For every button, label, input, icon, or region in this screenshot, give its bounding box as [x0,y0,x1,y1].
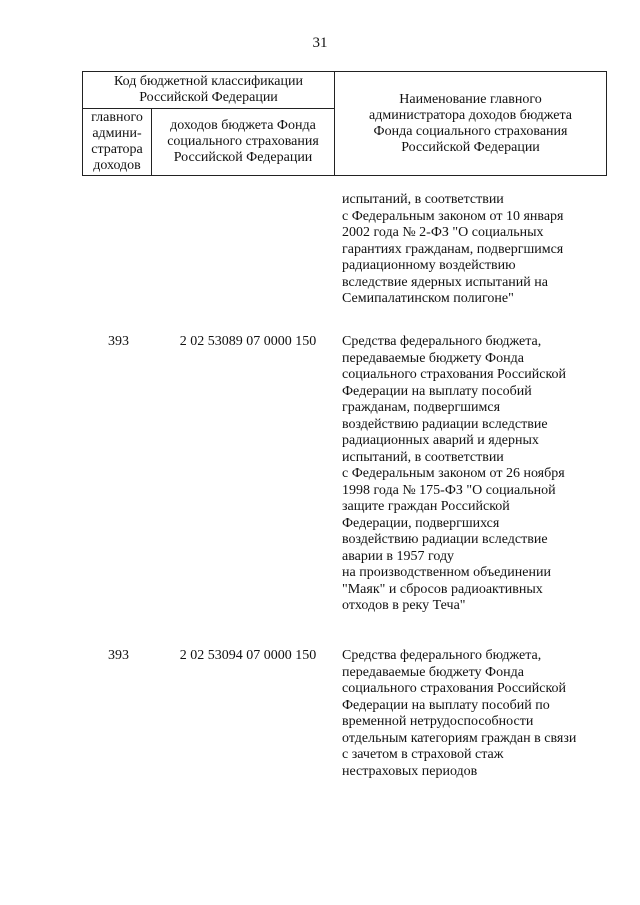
classification-table-header [82,71,607,176]
admin-code: 393 [108,334,129,349]
chief-administrator-column-header: главного админи- стратора доходов [83,109,152,176]
revenue-code: 2 02 53094 07 0000 150 [179,648,317,663]
admin-code: 393 [108,648,129,663]
page-number: 31 [312,35,328,51]
revenue-description: Средства федерального бюджета, передаваемые бюджету Фонда социального страхования Российской Федерации на выплату пособий по временной нетрудоспособности отдельным категориям граждан в связи с зачетом в страховой стаж нестраховых периодов [342,648,577,779]
revenue-description: испытаний, в соответствии с Федеральным законом от 10 января 2002 года № 2-ФЗ "О социальных гарантиях гражданам, подвергшимся радиационному воздействию вследствие ядерных испытаний на Семипалатинском полигоне" [342,192,564,306]
revenue-code-column-header: доходов бюджета Фонда социального страхования Российской Федерации [152,109,335,176]
revenue-description: Средства федерального бюджета, передаваемые бюджету Фонда социального страхования Российской Федерации на выплату пособий гражданам, подвергшимся воздействию радиации вследствие радиационных аварий и ядерных испытаний, в соответствии с Федеральным законом от 26 ноября 1998 года № 175-ФЗ "О социальной защите граждан Российской Федерации, подвергшихся воздействию радиации вследствие аварии в 1957 году на производственном объединении "Маяк" и сбросов радиоактивных отходов в реку Теча" [342,334,567,613]
administrator-name-header: Наименование главного администратора доходов бюджета Фонда социального страхования Российской Федерации [335,72,607,176]
revenue-code: 2 02 53089 07 0000 150 [179,334,317,349]
budget-classification-group-header: Код бюджетной классификации Российской Федерации [83,72,335,109]
